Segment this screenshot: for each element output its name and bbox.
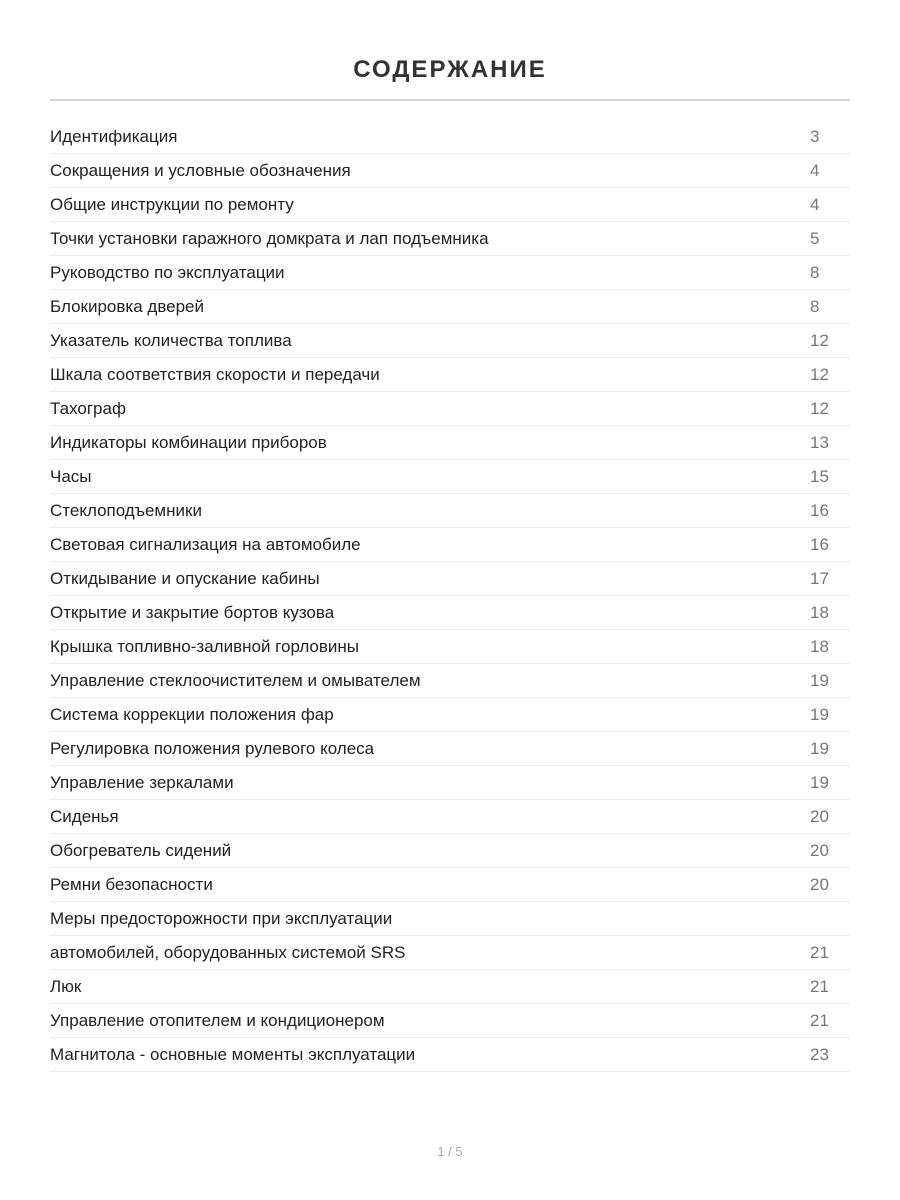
toc-entry-title: Стеклоподъемники (50, 500, 202, 520)
toc-entry-title: Крышка топливно-заливной горловины (50, 636, 360, 656)
toc-entry-page: 16 (810, 500, 829, 520)
toc-entry-page: 20 (810, 806, 829, 826)
toc-entry-title: Сиденья (50, 806, 119, 826)
toc-entry-page: 18 (810, 636, 829, 656)
toc-entry-page: 12 (810, 398, 829, 418)
toc-entry-title: Управление зеркалами (50, 772, 234, 792)
toc-entry-title: Общие инструкции по ремонту (50, 194, 294, 214)
toc-entry-title: Люк (50, 976, 82, 996)
toc-entry-title: Указатель количества топлива (50, 330, 292, 350)
table-of-contents (50, 120, 850, 1072)
toc-entry-page: 19 (810, 772, 829, 792)
toc-entry[interactable] (50, 1004, 850, 1038)
toc-entry-title: Тахограф (50, 398, 126, 418)
toc-entry[interactable] (50, 630, 850, 664)
toc-entry-title: Сокращения и условные обозначения (50, 160, 351, 180)
toc-entry-page: 19 (810, 670, 829, 690)
page-title: СОДЕРЖАНИЕ (353, 56, 547, 84)
toc-entry[interactable] (50, 222, 850, 256)
toc-entry-page: 16 (810, 534, 829, 554)
toc-entry[interactable] (50, 460, 850, 494)
toc-entry[interactable] (50, 1038, 850, 1072)
toc-entry-page: 20 (810, 874, 829, 894)
toc-entry-title: автомобилей, оборудованных системой SRS (50, 942, 406, 962)
toc-entry-title: Откидывание и опускание кабины (50, 568, 320, 588)
toc-entry-page: 15 (810, 466, 829, 486)
toc-entry[interactable] (50, 868, 850, 902)
toc-entry-page: 20 (810, 840, 829, 860)
toc-entry-title: Точки установки гаражного домкрата и лап подъемника (50, 228, 489, 248)
toc-entry-page: 19 (810, 704, 829, 724)
toc-entry[interactable] (50, 936, 850, 970)
title-divider (50, 99, 850, 101)
toc-entry-title: Часы (50, 466, 92, 486)
toc-entry-title: Шкала соответствия скорости и передачи (50, 364, 380, 384)
toc-entry[interactable] (50, 154, 850, 188)
toc-entry[interactable] (50, 324, 850, 358)
toc-entry[interactable] (50, 800, 850, 834)
toc-entry-page: 4 (810, 160, 820, 180)
toc-entry[interactable] (50, 664, 850, 698)
toc-entry[interactable] (50, 732, 850, 766)
toc-entry[interactable] (50, 358, 850, 392)
toc-entry[interactable] (50, 392, 850, 426)
toc-entry-title: Индикаторы комбинации приборов (50, 432, 327, 452)
toc-entry[interactable] (50, 120, 850, 154)
toc-entry-title: Управление стеклоочистителем и омывателем (50, 670, 421, 690)
toc-entry-title: Обогреватель сидений (50, 840, 232, 860)
toc-entry-page: 18 (810, 602, 829, 622)
toc-entry-page: 23 (810, 1044, 829, 1064)
toc-entry-title: Руководство по эксплуатации (50, 262, 285, 282)
toc-entry-page: 13 (810, 432, 829, 452)
toc-entry-page: 21 (810, 976, 829, 996)
toc-entry-page: 21 (810, 942, 829, 962)
toc-entry[interactable] (50, 528, 850, 562)
toc-entry[interactable] (50, 698, 850, 732)
toc-entry-title: Световая сигнализация на автомобиле (50, 534, 361, 554)
toc-entry-title: Блокировка дверей (50, 296, 205, 316)
toc-entry[interactable] (50, 188, 850, 222)
toc-entry[interactable] (50, 766, 850, 800)
toc-entry-title: Управление отопителем и кондиционером (50, 1010, 385, 1030)
toc-entry[interactable] (50, 596, 850, 630)
toc-entry-title: Идентификация (50, 126, 178, 146)
toc-entry-page: 19 (810, 738, 829, 758)
toc-entry-title: Меры предосторожности при эксплуатации (50, 908, 393, 928)
toc-entry-title: Открытие и закрытие бортов кузова (50, 602, 335, 622)
page-indicator: 1 / 5 (437, 1144, 463, 1159)
toc-entry[interactable] (50, 562, 850, 596)
toc-entry-page: 21 (810, 1010, 829, 1030)
toc-entry-page: 5 (810, 228, 820, 248)
toc-entry[interactable] (50, 902, 850, 936)
toc-entry-page: 12 (810, 364, 829, 384)
toc-entry[interactable] (50, 426, 850, 460)
toc-entry-title: Магнитола - основные моменты эксплуатации (50, 1044, 416, 1064)
toc-entry-title: Регулировка положения рулевого колеса (50, 738, 375, 758)
toc-entry[interactable] (50, 970, 850, 1004)
toc-entry-title: Ремни безопасности (50, 874, 213, 894)
toc-entry[interactable] (50, 256, 850, 290)
toc-entry-title: Система коррекции положения фар (50, 704, 334, 724)
toc-entry-page: 4 (810, 194, 820, 214)
toc-entry[interactable] (50, 494, 850, 528)
toc-entry-page: 3 (810, 126, 820, 146)
toc-entry[interactable] (50, 290, 850, 324)
toc-entry-page: 17 (810, 568, 829, 588)
toc-entry-page: 8 (810, 262, 820, 282)
toc-entry-page: 8 (810, 296, 820, 316)
toc-entry-page: 12 (810, 330, 829, 350)
toc-entry[interactable] (50, 834, 850, 868)
